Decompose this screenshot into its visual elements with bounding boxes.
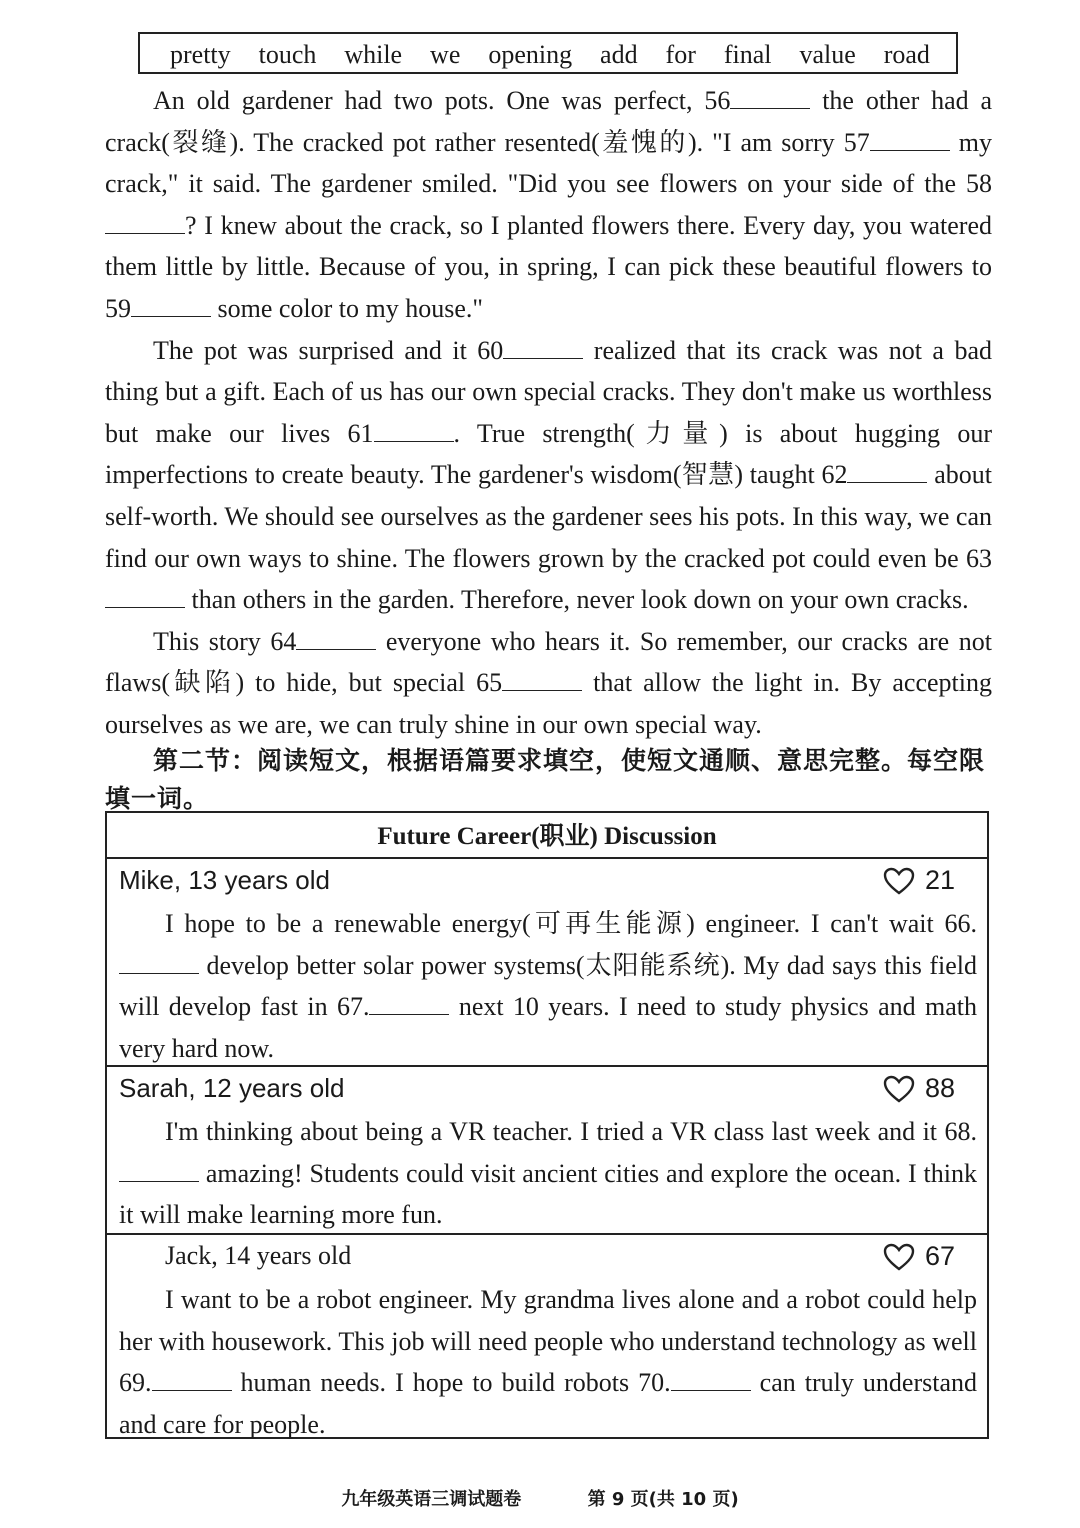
blank-58[interactable] (105, 207, 185, 234)
post-text (119, 1279, 977, 1445)
passage-text: that allow the light in. By accepting ourselves as we are, we can truly shine in our own special way. (105, 668, 993, 739)
blank-67[interactable] (369, 988, 449, 1015)
blank-68[interactable] (119, 1155, 199, 1182)
post-text-part: I'm thinking about being a VR teacher. I tried a VR class last week and it 68. (165, 1117, 977, 1146)
blank-65[interactable] (502, 664, 582, 691)
passage-text: The pot was surprised and it 60 (153, 335, 504, 365)
word-bank-item: pretty (170, 40, 231, 69)
like-counter[interactable] (883, 1073, 955, 1104)
blank-61[interactable] (374, 415, 454, 442)
discussion-post (107, 1067, 987, 1235)
post-author: Jack, 14 years old (165, 1241, 352, 1270)
heart-icon (883, 867, 915, 895)
post-text (119, 1111, 977, 1236)
word-bank-item: opening (488, 40, 573, 69)
blank-64[interactable] (296, 623, 376, 650)
passage-text: everyone who hears it. So remember, our cracks are not flaws(缺陷) to hide, but special 65 (105, 626, 992, 698)
post-author: Sarah, 12 years old (119, 1073, 345, 1103)
passage-paragraph-3 (105, 621, 992, 746)
passage-text: than others in the garden. Therefore, never look down on your own cracks. (185, 585, 969, 615)
passage-text: An old gardener had two pots. One was perfect, 56 (153, 86, 731, 115)
career-discussion-table (105, 811, 989, 1439)
post-text-part: I want to be a robot engineer. My grandma lives alone and a robot could help her with housework. This job will need people who understand technology as well 69. (119, 1285, 977, 1397)
post-text-part: I hope to be a renewable energy(可再生能源) engineer. I can't wait 66. (165, 909, 977, 938)
blank-60[interactable] (503, 332, 583, 359)
post-text (119, 903, 977, 1069)
section-instructions-line-2: 填一词。 (105, 784, 210, 813)
post-text-part: develop better solar power systems(太阳能系统). My dad says this field will develop fast in 67. (119, 950, 977, 1021)
post-author: Mike, 13 years old (119, 865, 330, 895)
word-bank-item: touch (258, 40, 317, 69)
passage-paragraph-1 (105, 80, 992, 330)
blank-70[interactable] (671, 1364, 751, 1391)
passage-text: ? I knew about the crack, so I planted flowers there. Every day, you watered them little by little. Because of you, in spring, I can pick these beautiful flowers to 59 (105, 210, 992, 323)
post-text-part: can truly understand and care for people. (119, 1368, 977, 1439)
blank-59[interactable] (131, 290, 211, 317)
exam-title: 九年级英语三调试题卷 (341, 1489, 522, 1510)
passage-text: realized that its crack was not a bad thing but a gift. Each of us has our own special cracks. They don't make us worthless but make our lives 61 (105, 335, 992, 448)
heart-icon (883, 1075, 915, 1103)
passage-text: . True strength(力量) is about hugging our imperfections to create beauty. The gardener's wisdom(智慧) taught 62 (105, 418, 993, 490)
word-bank-item: while (344, 40, 403, 69)
blank-62[interactable] (847, 456, 927, 483)
blank-66[interactable] (119, 947, 199, 974)
word-bank-item: value (799, 40, 856, 69)
passage-paragraph-2 (105, 330, 992, 621)
passage-text: about self-worth. We should see ourselves as the gardener sees his pots. In this way, we can find our own ways to shine. The flowers grown by the cracked pot could even be 63 (105, 460, 993, 573)
cloze-passage (105, 80, 992, 746)
word-bank-item: final (723, 40, 772, 69)
table-title: Future Career(职业) Discussion (107, 813, 987, 859)
section-instructions-line-1: 第二节：阅读短文，根据语篇要求填空，使短文通顺、意思完整。每空限 (153, 746, 986, 775)
like-count: 88 (924, 1073, 955, 1103)
word-bank-item: add (600, 40, 638, 69)
word-bank-item: road (883, 40, 930, 69)
blank-63[interactable] (105, 581, 185, 608)
page-number: 第 9 页(共 10 页) (587, 1489, 739, 1510)
word-bank-item: for (665, 40, 696, 69)
blank-56[interactable] (730, 82, 810, 109)
page-footer (0, 1485, 1080, 1511)
discussion-post (107, 1235, 987, 1443)
like-count: 67 (924, 1241, 955, 1271)
blank-69[interactable] (152, 1364, 232, 1391)
discussion-post (107, 859, 987, 1067)
heart-icon (883, 1243, 915, 1271)
post-text-part: amazing! Students could visit ancient cities and explore the ocean. I think it will make learning more fun. (119, 1158, 977, 1229)
passage-text: my crack," it said. The gardener smiled. "Did you see flowers on your side of the 58 (105, 127, 992, 199)
word-bank-item: we (430, 40, 461, 69)
passage-text: the other had a crack(裂缝). The cracked pot rather resented(羞愧的). "I am sorry 57 (105, 86, 993, 157)
like-counter[interactable] (883, 865, 955, 896)
blank-57[interactable] (870, 124, 950, 151)
like-counter[interactable] (883, 1241, 955, 1272)
like-count: 21 (924, 865, 955, 895)
passage-text: some color to my house." (211, 293, 484, 323)
post-text-part: next 10 years. I need to study physics and math very hard now. (119, 992, 977, 1063)
word-bank (138, 32, 958, 74)
passage-text: This story 64 (153, 626, 297, 656)
post-text-part: human needs. I hope to build robots 70. (231, 1368, 671, 1397)
section-instructions (105, 742, 992, 818)
